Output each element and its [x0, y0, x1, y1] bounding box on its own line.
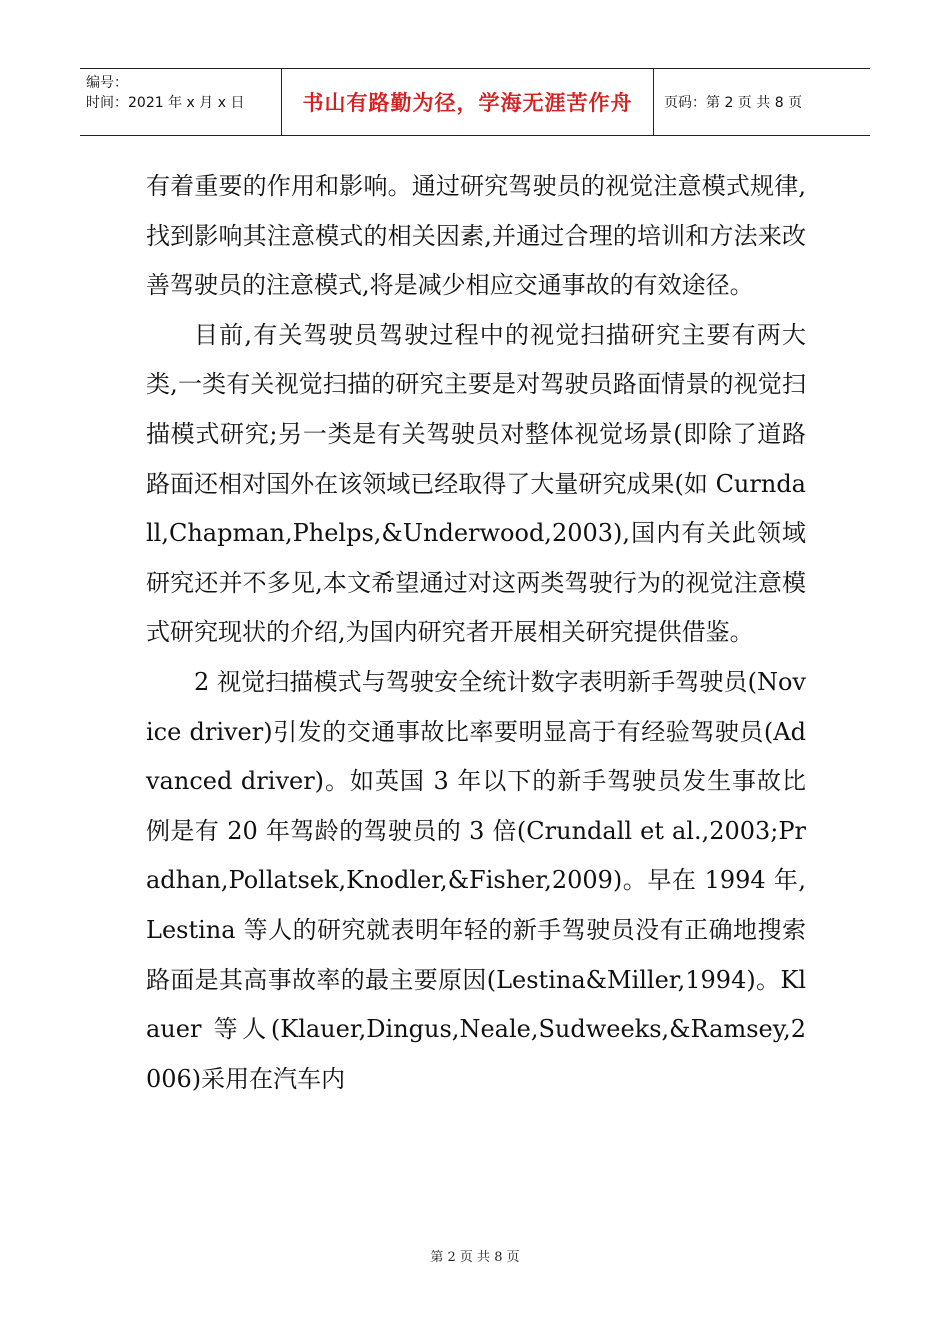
- header-page-cell: [654, 69, 870, 135]
- body-paragraph: 有着重要的作用和影响。通过研究驾驶员的视觉注意模式规律,找到影响其注意模式的相关因素,并通过合理的培训和方法来改善驾驶员的注意模式,将是减少相应交通事故的有效途径。: [146, 172, 806, 300]
- header-motto: 书山有路勤为径，学海无涯苦作舟: [302, 91, 633, 115]
- header-date-label: 时间：2021 年 x 月 x 日: [86, 95, 245, 111]
- document-body: [146, 162, 806, 1104]
- header-motto-cell: [282, 69, 654, 135]
- page-footer: 第 2 页 共 8 页: [430, 1250, 520, 1265]
- page-header: [80, 68, 870, 136]
- body-paragraph: 2 视觉扫描模式与驾驶安全统计数字表明新手驾驶员(Novice driver)引发的交通事故比率要明显高于有经验驾驶员(Advanced driver)。如英国 3 年以下的新手驾驶员发生事故比例是有 20 年驾龄的驾驶员的 3 倍(Crundall et al.,2003;Pradhan,Pollatsek,Knodler,&Fisher,2009)。早在 1994 年,Lestina 等人的研究就表明年轻的新手驾驶员没有正确地搜索路面是其高事故率的最主要原因(Lestina&Miller,1994)。Klauer 等人(Klauer,Dingus,Neale,Sudweeks,&Ramsey,2006)采用在汽车内: [146, 667, 806, 1093]
- header-number-label: 编号：: [86, 75, 128, 91]
- header-meta-cell: [80, 69, 282, 135]
- body-paragraph: 目前,有关驾驶员驾驶过程中的视觉扫描研究主要有两大类,一类有关视觉扫描的研究主要是对驾驶员路面情景的视觉扫描模式研究;另一类是有关驾驶员对整体视觉场景(即除了道路路面还相对国外在该领域已经取得了大量研究成果(如 Curndall,Chapman,Phelps,&Underwood,2003),国内有关此领域研究还并不多见,本文希望通过对这两类驾驶行为的视觉注意模式研究现状的介绍,为国内研究者开展相关研究提供借鉴。: [146, 320, 806, 647]
- header-page-label: 页码：第 2 页 共 8 页: [664, 95, 803, 111]
